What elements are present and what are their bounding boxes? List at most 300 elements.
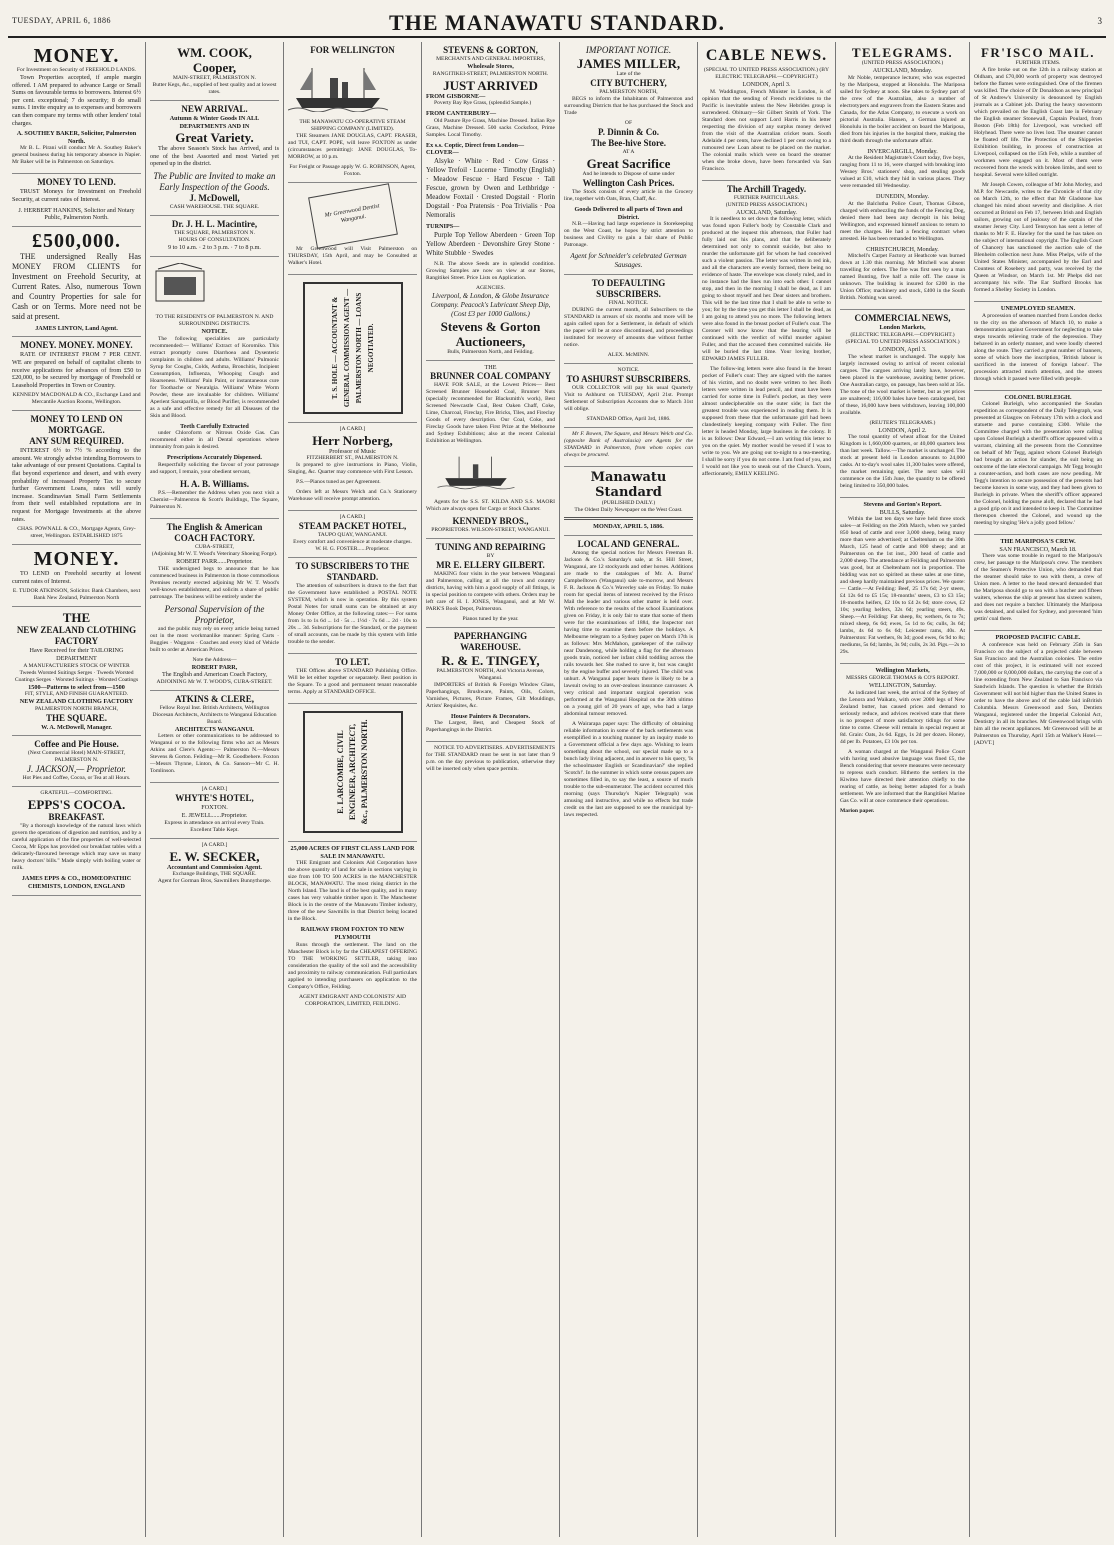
amount-signature: JAMES LINTON, Land Agent. <box>35 324 118 332</box>
defaulting-notice <box>564 275 693 364</box>
coach-personal: Personal Supervision of the Proprietor, <box>164 603 265 625</box>
tingey-advert <box>426 628 555 743</box>
packet-proprietor: W. H. G. FOSTER......Proprietor. <box>315 546 390 553</box>
whyte-proprietor: E. JEWELL......Proprietor. <box>181 811 248 819</box>
whyte-table: Excellent Table Kept. <box>190 826 239 833</box>
brunner-coal-advert <box>426 361 555 539</box>
norberg-ps: P.S.—Pianos tuned as per Agreement. <box>296 479 381 486</box>
stevens-address: RANGITIKEI-STREET, PALMERSTON NORTH. <box>432 70 549 77</box>
column-4 <box>422 42 560 1537</box>
dunedin-date: DUNEDIN, Monday. <box>875 193 930 201</box>
from-gisborne: FROM GISBORNE— <box>426 92 486 100</box>
ashurst-signature: STANDARD Office, April 3rd, 1886. <box>586 416 671 423</box>
cash-body: The Stock consists of every article in the Grocery line, together with Oats, Bran, Chaff, &c. <box>564 189 693 202</box>
clover-list: Alsyke · White · Red · Cow Grass · Yellow Trefoil · Lucerne · Timothy (English) · Meadow Fescue · Hard Fescue · Tall Fescue, grown by Owen and Lethbridge · Meadow Foxtail · Crested Dogstail · Florin Dogstail · Poa Pratensis · Poa Trivialis · Poa Nemoralis <box>426 156 555 219</box>
nz-the: THE <box>62 610 91 626</box>
standard-masthead <box>564 467 693 536</box>
coffee-subtitle: (Next Commercial Hotel) MAIN-STREET, PALMERSTON N. <box>27 750 126 764</box>
arrival-signature: J. McDowell, <box>189 192 240 203</box>
steamship-icon <box>288 60 388 112</box>
agents-body: Mr F. Bowen, The Square, and Messrs Welch and Co. (opposite Bank of Australasia) are Agents for the STANDARD in Palmerston, from whom copies can always be procured. <box>564 431 693 459</box>
london-date-2: LONDON, April 2. <box>878 426 927 434</box>
clothing-factory-advert <box>12 607 141 736</box>
final-body: DURING the current month, all Subscribers to the STANDARD in arrears of six months and more will be again called upon for a Settlement, in default of which the paper will be at once discontinued, and proceedings instituted for recovery of amounts due without further notice. <box>564 307 693 349</box>
pacific-body: A conference was held on February 25th in San Francisco on the subject of a projected cable between San Francisco and the Australian colonies. The entire cost of this project, it is estimated will not exceed 7,000,000 or 8,000,000 dollars, the carrying the cost of a line extending from New Zealand to San Francisco via Sandwich Islands. The question is whether the British Government will not bid higher than the United States in order to have the above and of the cable laid inBritish Columbia. Messrs Greenwood and Son, Dentists Wanganui, registered under the Imperial Colonial Act, Dentistry in all its branches. Mr Greenwood brings with him all the recent appliances. Mr Greenwood will be at Palmerston on Thursday, April 15th at Walker's Hotel.—[ADVT.] <box>974 641 1102 746</box>
to-let-body: THE Offices above STANDARD Publishing Office. Will be let either together or separately. Best position in the Square. To a good and permanent tenant reasonable terms. Apply at STANDARD OFFICE. <box>288 668 417 696</box>
christchurch-body: Mitchell's Carpet Factory at Heathcote was burned down at 1.30 this morning. Mr Mitchell was absent travelling for orders. The fire was first seen by a man named Bunting, five half a mile off. The cause is unknown. The building is insured for £200 in the Union Office; machinery and stock, £400 in the South British. Nothing was saved. <box>840 253 965 302</box>
unemployed-seamen <box>974 302 1102 391</box>
archill-title: The Archill Tragedy. <box>726 183 807 194</box>
whyte-advert <box>150 783 279 838</box>
money2-body: TO LEND on Freehold security at lowest current rates of Interest. <box>12 570 141 585</box>
mmm-title: MONEY. MONEY. MONEY. <box>20 340 133 351</box>
nz-stock: A MANUFACTURER'S STOCK OF WINTER <box>23 662 130 669</box>
miller-of: OF <box>624 120 633 126</box>
coal-body: HAVE FOR SALE, at the Lowest Prices— Best Screened Brunner Household Coal, Brunner Nuts (specially recommended for Blacksmith's work), Best Screened Newcastle Coal, Best Oaken Chaff, Coke, Lime, Charcoal, Fireclay, Fire Bricks, Tiles, and Fireclay Goods of every description. Our Coal, Coke, and Fireclay Goods have taken First Prize at the Melbourne and Sydney Exhibitions; also at the recent Colonial Exhibition at Wellington. <box>426 382 555 445</box>
mmm-advert <box>12 337 141 411</box>
greenwood-body: Mr Greenwood will Visit Palmerston on THURSDAY, 15th April, and may be Consulted at Walker's Hotel. <box>288 245 417 266</box>
coal-the: THE <box>484 363 497 371</box>
paperhanging-title: PAPERHANGING WAREHOUSE. <box>453 630 528 652</box>
pacific-title: PROPOSED PACIFIC CABLE. <box>995 634 1081 642</box>
mortgage-advert <box>12 411 141 545</box>
ex-coptic: Ex s.s. Coptic, Direct from London— <box>426 141 525 149</box>
frisco-body-2: Mr Joseph Cowen, colleague of Mr John Morley, and M.P. for Newcastle, writes to the Chronicle of that city on March 12th, to the effect that Mr Gladstone has changed his mind about severity and discipline. A riot occurred at Bristol on Feb 17, between Irish and English sailors, growing out of jealousy of the captain of the steamer Jersey City. Lord Tennyson has sent a letter of thanks to Mr F. E. Hawley for the sand he has taken on the subject of international copyright. The English Court of Chancery has sanctioned the auction sale of the Blenheim collection next June. Miss Phelps, wife of the United States Minister, accompanied by the Earl and Countess of Rosebery and party, was received by the Queen at Windsor, on March 1st. Mr Phelps did not accompany his wife. The Ear Stafford Brooks has formed a Shelley Society in London. <box>974 182 1102 293</box>
greenwood-advert <box>288 183 417 275</box>
tingey-body: IMPORTERS of British & Foreign Window Glass, Paperhangings, Brushware, Paints, Oils, Colors, Varnishes, Pictures, Picture Frames, Gilt Mouldings, Artists' Requisites, &c. <box>426 681 555 709</box>
coffee-body: Hot Pies and Coffee, Cocoa, or Tea at all Hours. <box>22 775 131 782</box>
epps-advert <box>12 787 141 895</box>
thomas-report: MESSRS GEORGE THOMAS & CO'S REPORT. <box>846 674 959 681</box>
cook-address: MAIN-STREET, PALMERSTON N. <box>172 75 257 81</box>
wellington-markets-title: Wellington Markets, <box>875 667 930 675</box>
local-title: LOCAL AND GENERAL. <box>577 538 680 549</box>
arrival-title: NEW ARRIVAL. <box>181 104 248 114</box>
nz-title: NEW ZEALAND CLOTHING FACTORY <box>16 625 137 647</box>
amount-advert <box>12 227 141 338</box>
doctor-address: THE SQUARE, PALMERSTON N. <box>174 229 255 236</box>
ashurst-body: OUR COLLECTOR will pay his usual Quarterly Visit to Ashhurst on TUESDAY, April 21st. Prompt Settlement of Subscription Accounts due to March 31st will oblige. <box>564 385 693 413</box>
secker-card: [A CARD.] <box>201 841 228 848</box>
archill-subtitle: FURTHER PARTICULARS. <box>733 194 800 201</box>
coach-adjoining: ADJOINING Mr W. T. WOOD'S, CUBA-STREET. <box>156 678 273 685</box>
nz-patterns: 1500—Patterns to select from—1500 <box>28 683 125 691</box>
coach-street: CUBA-STREET, <box>195 543 234 550</box>
tuning-title: TUNING AND REPAIRING <box>435 541 546 552</box>
secker-agent: Agent for Gorman Bros, Sawmillers Bunnythorpe. <box>157 878 272 885</box>
nz-list: Tweeds Worsted Suitings Serges · Tweeds Worsted Coatings Serges · Worsted Suitings · Worsted Coatings <box>14 669 139 683</box>
defaulting-title: TO DEFAULTING SUBSCRIBERS. <box>591 278 666 300</box>
coach-advert <box>150 519 279 691</box>
any-sum-body: INTEREST 6½ to 7½ % according to the amount. We strongly advise intending Borrowers to take advantage of our present Quotations. Capital is flat beyond experience and desert, and with every probability of increased Property Tax to secure further Government Loans, rates will surely increase. Scandinavian Small Farm Settlements from their well established reputations are in request for Mortgage Investments at the above rates. <box>12 447 141 523</box>
column-8 <box>970 42 1106 1537</box>
acres-railway: RAILWAY FROM FOXTON TO NEW PLYMOUTH <box>300 926 405 941</box>
column-7 <box>836 42 970 1537</box>
miller-note: N.B.—Having had large experience in Storekeeping on the West Coast, he hopes by strict attention to business and Civility to gain a fair share of Public Patronage. <box>564 221 693 249</box>
mortgage-title: MONEY TO LEND ON MORTGAGE. <box>30 414 123 436</box>
burleigh-body: Colonel Burleigh, who accompanied the Soudan expedition as correspondent of the Daily Telegraph, was presented at Glasgow on February 17th with a clock and statuette and purse containing £300. While the Committee charged with the presentation were calling upon Colonel Burleigh a sheriff's officer appeared with a warrant, claiming all the presents from the Committee on behalf of Mr Tegg, against whom Colonel Burleigh had brought an action for slander, the suit being an outcome of the late electoral campaign. Mr Tegg brought a counter-action, and both cases are now pending. Mr Tegg's intention to secure possession of the presents had become known in some way, and they had been given to Burleigh in private. When the sheriff's officer appeared the Colonel, holding the purse aloft, declared that he had a good grip on it and intended to keep it. The Committee thereupon cheered the Colonel, and wound up the meeting by singing 'He's a jolly good fellow.' <box>974 401 1102 527</box>
coach-body-2: and the public may rely on every article being turned out in the most workmanlike manner: Spring Carts · Buggies · Waggons · Coaches and every kind of Vehicle built to order at American Prices. <box>150 625 279 653</box>
coal-title: BRUNNER COAL COMPANY <box>430 371 551 382</box>
pharmacy-crest-icon <box>150 263 210 309</box>
commercial-news <box>840 310 965 498</box>
commercial-subtitle: London Markets, <box>879 324 926 332</box>
cook-advert <box>150 42 279 101</box>
acres-advert <box>288 842 417 1011</box>
norberg-orders: Orders left at Messrs Welch and Co.'s Stationery Warehouse will receive prompt attention. <box>288 489 417 503</box>
subscribers-title: TO SUBSCRIBERS TO THE STANDARD. <box>295 561 410 583</box>
shipping-body: THE Steamers JANE DOUGLAS, CAPT. FRASER, and TUI, CAPT. POPE, will leave FOXTON as under (circumstances permitting): JANE DOUGLAS, To-MORROW, at 10 p.m. <box>288 132 417 160</box>
nz-branch: PALMERSTON NORTH BRANCH, <box>34 705 119 712</box>
telegrams-title: TELEGRAMS. <box>851 45 954 60</box>
secker-trade: Accountant and Commission Agent. <box>167 863 262 871</box>
colonel-burleigh <box>974 391 1102 536</box>
advertisers-note: NOTICE TO ADVERTISERS. ADVERTISEMENTS for THE STANDARD must be sent in not later than 9 p.m. on the day previous to publication, otherwise they will be inserted only when space permits. <box>426 745 555 773</box>
commercial-press: (ELECTRIC TELEGRAPH.—COPYRIGHT.) (SPECIAL TO UNITED PRESS ASSOCIATION.) <box>845 331 960 345</box>
coach-note: Note the Address— <box>192 656 237 663</box>
teeth-title: Teeth Carefully Extracted <box>180 422 249 430</box>
epps-body: "By a thorough knowledge of the natural laws which govern the operations of digestion and nutrition, and by a careful application of the fine properties of well-selected Cocoa, Mr Epps has provided our breakfast tables with a delicately-flavoured beverage which may save us many heavy doctors' bills." Made simply with boiling water or milk. <box>12 823 141 872</box>
acres-body: THE Emigrant and Colonists Aid Corporation have the above quantity of land for sale in sections varying in size from 100 TO 500 ACRES in the MANCHESTER BLOCK, MANAWATU. The most rising district in the North Island. The land is of the best quality, and in many cases has very valuable timber upon it. The Manchester Block is in the centre of the Manawatu Timber industry, three of the new Sawmills in that District being located in the Block. <box>288 860 417 923</box>
canterbury-body: Old Pasture Rye Grass, Machine Dressed. Italian Rye Grass, Machine Dressed. 500 sacks Cocksfoot, Prime Samples. Local Timothy. <box>426 117 555 138</box>
wellington-markets <box>840 664 965 818</box>
tingey-address: PALMERSTON NORTH, And Victoria Avenue, Wanganui. <box>436 667 545 681</box>
packet-title: STEAM PACKET HOTEL, <box>298 521 407 532</box>
williams-advert <box>150 257 279 519</box>
coach-signature-2: The English and American Coach Factory, <box>161 671 268 679</box>
doctor-hours-title: HOURS OF CONSULTATION. <box>178 236 251 243</box>
wellington-date: WELLINGTON, Saturday. <box>868 681 936 689</box>
archill-body: It is needless to set down the following letter, which was found upon Fuller's body by Constable Clark and produced at the inquest this afternoon, that Fuller had fully laid out his plans, and that he deliberately determined not only to commit suicide, but also to murder the unfortunate girl for whom he had conceived such a violent passion. The letter was written in red ink, and all the characters are evenly formed, there being no evidence of haste. The envelope was closely ruled, and in no instance had the lines run into each other. I cannot stop, and then in the morning I shall be dead, as I am going to shoot myself and her. Dear sisters and brothers. This will be the last time that I shall be able to write to you; for by the time you get this letter I shall be dead, as I am going to attend you no more. The following letters were also found in the breast pocket of Fuller's coat. The Coroner will now know that the hearing will be continued with the verdict of wilful murder against Fuller, and that the accused then committed suicide. He will be buried the last time. Your loving brother, EDWARD JAMES FULLER. <box>702 216 831 363</box>
money-title: MONEY. <box>33 45 120 67</box>
tuning-advert <box>426 539 555 628</box>
tuning-by: BY <box>486 552 495 559</box>
cable-news <box>702 42 831 181</box>
frisco-title: FR'ISCO MAIL. <box>980 45 1096 60</box>
london-body-1: M. Waddington, French Minister in London, is of opinion that the sending of French recidivistes to the Pacific is inevitable unless the New Hebrides group is surrendered. Obituary—Sir Gilbert Smith of York. The Standard does not support Lord Harris in his letter respecting the division of any surplus money derived from the visit of the Australian cricket team. South Adelaide 4 per cents, have declined 1 per cent owing to a rumoured new Loan about to be placed on the market. The colonial mails which were on board the steamer when she broke down, have been forwarded via San Francisco. <box>702 88 831 172</box>
cable-title: CABLE NEWS. <box>705 47 828 64</box>
burleigh-title: COLONEL BURLEIGH. <box>1004 393 1072 401</box>
clover-title: CLOVER— <box>426 149 459 157</box>
prescriptions-signature: H. A. B. Williams. <box>180 478 249 489</box>
arrival-variety: Great Variety. <box>175 130 254 146</box>
agents-notice <box>564 428 693 467</box>
larcombe-box <box>303 711 403 833</box>
epps-head: GRATEFUL—COMFORTING. <box>40 790 113 797</box>
cook-body: Butter Kegs, &c., supplied of best quality and at lowest rates. <box>152 82 277 95</box>
amount-title: £500,000. <box>32 229 121 252</box>
important-notice: IMPORTANT NOTICE. <box>585 45 672 55</box>
packet-address: TAUPO QUAY, WANGANUI. <box>317 532 388 539</box>
unemployed-body: A procession of seamen marched from London docks to the city on the afternoon of March 10, to make a demonstration against Government for neglecting to take steps towards relieving trade of the depression. They behaved in an orderly manner, and were loudly cheered along the route. They carried a great number of banners, some of which bore the inscription, 'British labour is sacrificed in the interest of foreign labour'. The procession attracted much attention, and the streets through which it passed were filled with people. <box>974 312 1102 382</box>
stevens-gorton-advert <box>426 42 555 361</box>
wairarapa-body: A Wairarapa paper says: The difficulty of obtaining reliable information in some of the back settlements was exemplified in a touching manner by an inquiry made to a Government official a few days ago. Wishing to learn something about the school, our special made up to a bunch lady living adjacent, and in answer to his query, 'Is the schoolmaster English or Scandinavian?' she replied 'Scotch!'. In the summer in which some census papers are sometimes filled in, to say the least, a source of much trouble to the sub-enumerator. The accident occurred this morning (says Thursday's Napier Telegraph) was amusing and instructive, and while no effects but trade credit on the last are supposed to see the municipal by-laws respected. <box>564 720 693 818</box>
standard-subtitle: The Oldest Daily Newspaper on the West Coast. <box>574 507 683 514</box>
hole-box <box>303 282 403 414</box>
cook-trade: Cooper, <box>192 60 237 75</box>
lend-advert <box>12 174 141 226</box>
tuning-note: Pianos tuned by the year. <box>462 615 519 622</box>
arrival-advert <box>150 101 279 216</box>
invercargill-date: INVERCARGILL, Monday. <box>867 147 938 155</box>
marion-note: Marion paper. <box>840 807 875 814</box>
cook-name: WM. COOK, <box>177 45 252 60</box>
collier-ship-icon <box>426 452 526 492</box>
great-sacrifice: Great Sacrifice <box>586 156 671 171</box>
whyte-town: FOXTON. <box>201 804 228 812</box>
whyte-card: [A CARD.] <box>201 786 228 793</box>
shipping-head: FOR WELLINGTON <box>310 45 395 55</box>
atkins-body: Letters or other communications to be addressed to Wanganui or to the following firms who act as Messrs Atkins and Clere's Agents:— Palmerston N.—Messrs Stevens & Gorton. Feilding—Mr R. Goodbehere. Foxton—Messrs Thynne, Linton, & Co. Sanson—Mr C. H. Tomlinson. <box>150 733 279 775</box>
telegrams <box>840 42 965 310</box>
whyte-title: WHYTE'S HOTEL, <box>175 793 254 804</box>
hole-advert <box>288 275 417 423</box>
final-signature: ALEX. McMINN. <box>607 352 650 359</box>
lend-body: TRUST Moneys for Investment on Freehold Security, at current rates of Interest. <box>12 188 141 203</box>
nz-square: THE SQUARE. <box>45 712 107 723</box>
atkins-advert <box>150 691 279 784</box>
agencies-body: Liverpool, & London, & Globe Insurance Company. Peacock's Lubricant Sheep Dip, (Cost £3 per 1000 Gallons.) <box>430 291 551 318</box>
stevens-gorton-report <box>840 498 965 664</box>
schneider-agent: Agent for Schneider's celebrated German Sausages. <box>570 252 687 270</box>
shipping-company: THE MANAWATU CO-OPERATIVE STEAM SHIPPING COMPANY (LIMITED). <box>299 118 406 132</box>
coal-agents: Agents for the S.S. ST. KILDA AND S.S. MAORI Which are always open for Cargo or Stock Charter. <box>426 498 555 512</box>
agencies-title: AGENCIES. <box>475 284 506 291</box>
norberg-address: FITZHERBERT ST., PALMERSTON N. <box>306 455 399 462</box>
larcombe-advert <box>288 704 417 842</box>
residents-title: TO THE RESIDENTS OF PALMERSTON N. AND SURROUNDING DISTRICTS. <box>155 314 274 328</box>
kennedy-subtitle: PROPRIETORS. WILSON-STREET, WANGANUI. <box>431 526 550 533</box>
standard-title: Manawatu Standard <box>590 470 667 501</box>
miller-city: CITY BUTCHERY, <box>590 78 667 88</box>
packet-card: [A CARD.] <box>339 514 366 521</box>
money-body: Town Properties accepted, if ample margin offered. I AM prepared to advance Large or Small Sums on favourable terms to borrowers. Interest 6½ per cent. exceptional; 7 do security; 8 do small sums. I invite enquiry as to expenses and borrowers can then compare my terms with other lenders' total charges. <box>12 74 141 127</box>
to-let-title: TO LET. <box>335 657 370 668</box>
epps-title: EPPS'S COCOA. <box>27 797 126 813</box>
turnips-list: Purple Top Yellow Aberdeen · Green Top Yellow Aberdeen · Devonshire Grey Stone · White Stubble · Swedes <box>426 230 555 257</box>
nz-factory: NEW ZEALAND CLOTHING FACTORY <box>19 698 134 706</box>
greenwood-stamp: Mr Greenwood Dentist Wanganui. <box>308 183 398 248</box>
packet-advert <box>288 511 417 558</box>
column-3 <box>284 42 422 1537</box>
standard-daily: (PUBLISHED DAILY.) <box>601 500 656 507</box>
frisco-body: A fire broke out on the 12th in a railway station at Oldham, and £70,000 worth of property was destroyed before the flames were extinguished. One of the firemen was killed. The choice of Dr Donaldson as new principal of St Andrew's University is denounced by English journals as a Cabinet job. During the heavy snowstorm which prevailed on the English Coast late in February the English steamer Stonewall, Captain Poulard, from Boston (Feb 18th) for Liverpool, was wrecked off Holyhead. There were no lives lost. The steamer cannot be floated off life. The Protection of the Shipperies Exhibition building, in process of construction at Liverpool, collapsed on the 15th Feb, while a number of workmen were engaged on it. Most of them were recovered from the wreck with broken limbs, and sent to hospital. Several were killed outright. <box>974 67 1102 178</box>
from-canterbury: FROM CANTERBURY— <box>426 110 497 118</box>
coffee-title: Coffee and Pie House. <box>34 739 119 750</box>
coach-body: THE undersigned begs to announce that he has commenced business in Palmerston in those commodious Premises recently erected adjoining Mr W. T. Wood's well-known establishment, and solicits a share of public patronage. The business will be entirely under the <box>150 565 279 600</box>
mmm-signature: KENNEDY MACDONALD & CO., Exchange Land and Mercantile Auction Rooms, Wellington. <box>12 392 141 406</box>
tuning-name: MR E. ELLERY GILBERT. <box>436 559 545 570</box>
arrival-invite: The Public are Invited to make an Early Inspection of the Goods. <box>153 170 276 192</box>
residents-notice: NOTICE. <box>201 328 228 336</box>
subscribers-body: The attention of subscribers is drawn to the fact that the Government have established a POSTAL NOTE SYSTEM, which is now in operation. By this system Postal Notes for small sums can be obtained at any Money Order Office, at the following rates:— For sums from 1s to 1s 6d ... 1d · 5s ... 1½d · 7s 6d ... 2d · 10s to 20s ... 3d. Subscriptions for the Standard, or the payment of small accounts, can be made by this system with little trouble to the sender. <box>288 583 417 646</box>
doctor-title: Dr. J. H. L. Macintire, <box>171 218 258 229</box>
coach-proprietor: ROBERT PARR......Proprietor. <box>176 557 253 565</box>
report-date: BULLS, Saturday. <box>879 508 926 516</box>
nz-manager: W. A. McDowell, Manager. <box>41 723 112 731</box>
miller-body: BEGS to inform the Inhabitants of Palmerston and surrounding Districts that he has purchased the Stock and Trade <box>564 96 693 116</box>
goods-delivered: Goods Delivered to all parts of Town and District. <box>574 206 683 221</box>
pacific-cable <box>974 631 1102 754</box>
coffee-proprietor: J. JACKSON,— Proprietor. <box>27 764 126 775</box>
doctor-advert <box>150 216 279 257</box>
commercial-body: The wheat market is unchanged. The supply has largely increased owing to arrival of recent colonial cargoes. The cargoes arriving lately have, however, been placed in the warehouse, awaiting better prices. One Australian cargo, on passage, has been sold at 35s. The tone of the wool market is better, but as yet prices are unaltered; 116,000 bales have been catalogued, but of these, 16,000 have been withdrawn, leaving 100,000 available. <box>840 353 965 416</box>
any-sum-title: ANY SUM REQUIRED. <box>29 436 124 447</box>
archill-date: AUCKLAND, Saturday. <box>736 208 797 216</box>
amount-body: THE undersigned Really Has MONEY FROM CLIENTS for Investment on Freehold Security, at Current Rates. Also, numerous Town and Country Properties for sale for Cash or on Terms. More need not be said at present. <box>12 251 141 321</box>
sacrifice-sub: And he intends to Dispose of same under <box>582 171 675 177</box>
christchurch-date: CHRISTCHURCH, Monday. <box>866 245 939 253</box>
frisco-subtitle: FURTHER ITEMS. <box>1015 60 1061 66</box>
money-signature: A. SOUTHEY BAKER, Solicitor, Palmerston North. <box>16 130 137 145</box>
archill-tragedy <box>702 181 831 486</box>
money-advert <box>12 42 141 174</box>
lend-signature: J. HERBERT HANKINS, Solicitor and Notary Public, Palmerston North. <box>18 206 135 222</box>
report-body: Within the last ten days we have held three stock sales—at Feilding on the 26th March, when we yarded 850 head of cattle and over 3,000 sheep, being many more than were advertised; at Cheltenham on the 30th March, 125 head of cattle and 800 sheep; and at Palmerston on the 1st inst., 200 head of cattle and 2,000 sheep. The attendance at Feilding and Palmerston was good, but at Cheltenham not in proportion. The bidding was not so spirited as these sales at one time, and sheep hardly maintained previous prices. We quote:— Cattle.—At Feilding: Beef, 25 17s 6d; 2-yr steers, £4 12s 6d to £5 15s; 18-months' steers, £3 to £3 15s; 18-months heifers, £2 10s to £4 2s 6d; store cows, £2 10s; yearling heifers, 32s 6d; yearling steers, 40s. Sheep.—At Feilding: Fat sheep, 8s; wethers, 6s to 7s; mixed sheep, 6s 6d; ewes, 5s 1d to 6s; culls, 3s 6d; lambs, 4s 6d to 6s 6d; Leicester rams, 40s. At Palmerston: Fat wethers, 8s 3d; good ewes, 6s 9d to 8s; mediums, 5s 6d; lambs, 3s 9d; culls, 2s 3d. Pigs.—2s to 29s. <box>840 516 965 656</box>
secker-advert <box>150 839 279 890</box>
miller-late: Late of the <box>616 71 641 77</box>
advertisers-notice <box>426 742 555 780</box>
atkins-title: ATKINS & CLERE, <box>174 693 255 704</box>
money2-signature: E. TUDOR ATKINSON, Solicitor. Bank Chambers, next Bank New Zealand, Palmerston North <box>12 588 141 602</box>
secker-title: E. W. SECKER, <box>169 848 260 864</box>
arrival-body: The above Season's Stock has Arrived, and is one of the best Assorted and most Varied yet opened up in the district. <box>150 145 279 168</box>
standard-date: MONDAY, APRIL 5, 1886. <box>593 523 664 531</box>
wellington-body: As indicated last week, the arrival of the Sydney of the Lenora and Waikato, with over 2000 legs of New Zealand butter, has caused prices and demand to seriously reduce, and advices received state that there is no prospect of more satisfactory tidings for some time to come. Cheese will remain in special request at 8d. Grain: Oats, 2s 6d. Eggs, 1s 2d per dozen. Honey, 4d per lb. Potatoes, £3 10s per ton. <box>840 689 965 745</box>
newspaper-title: THE MANAWATU STANDARD. <box>389 10 725 35</box>
mariposa-crew <box>974 535 1102 631</box>
norberg-subtitle: Professor of Music <box>328 447 377 455</box>
column-6 <box>698 42 836 1537</box>
just-arrived-title: JUST ARRIVED <box>443 77 538 93</box>
arrival-subtitle: Autumn & Winter Goods IN ALL DEPARTMENTS AND IN <box>169 115 260 130</box>
wellington-cash-prices: Wellington Cash Prices. <box>582 178 675 188</box>
nz-subtitle: Have Received for their TAILORING DEPARTMENT <box>29 647 124 662</box>
norberg-card: [A CARD.] <box>339 425 366 432</box>
local-body: Among the special notices for Messrs Freeman R. Jackson & Co.'s Saturday's sale, at St. Hill Street, Wanganui, are 12 stockyards and other horses. Additions are made to the catalogues of Mr. A. Burns' Campbelltown (Wanganui) sale to-morrow, and Messrs F. R. Jackson & Co.'s Waverley sale on Friday. To make room for special items of interest received by the Frisco Mail the leader and various other matter is held over. With reference to the results of the school Examinations given on Friday, it is only fair to state that some of them were for the examinations of 1884, the Inspector not having time to examine them before the holidays. A Melbourne telegram to a Sydney paper on March 17th is as follows: Mrs McMahon, gatekeeper of the railway near Dandenong, while holding a flag for the afternoon goods train, noticed her infant child toddling across the rails towards her. She rushed to save it, but was caught by the engine buffer and severely injured. The child was unhurt. A Wanganui paper hears there is likely to be a lawsuit owing to an over-zealous insurance canvasser. A very critical and important surgical operation was performed at the Wanganui Hospital on the 30th ultimo on a young girl of 20 years of age, who had a large abdominal tumour removed. <box>564 549 693 717</box>
money-note: Mr B. L. Pirani will conduct Mr A. Southey Baker's general business during his temporary absence in Napier. Mr Baker will be in Palmerston on Saturdays. <box>12 145 141 166</box>
prescriptions-body: Respectfully soliciting the favour of your patronage and support, I remain, your obedient servant, <box>150 461 279 475</box>
epps-signature: JAMES EPPS & CO., HOMŒOPATHIC CHEMISTS, LONDON, ENGLAND <box>21 875 132 890</box>
prescriptions-title: Prescriptions Accurately Dispensed. <box>167 454 262 462</box>
gisborne-body: Poverty Bay Rye Grass, (splendid Sample.) <box>434 100 532 107</box>
crew-title: THE MARIPOSA'S CREW. <box>1000 538 1076 546</box>
archill-assoc: (UNITED PRESS ASSOCIATION.) <box>725 201 808 208</box>
column-1 <box>8 42 146 1537</box>
kennedy-title: KENNEDY BROS., <box>452 515 529 526</box>
larcombe-text: E. LARCOMBE, CIVIL ENGINEER, ARCHITECT, &c., PALMERSTON NORTH. <box>335 719 369 825</box>
coach-address: (Adjoining Mr W. T. Wood's Veterinary Shoeing Forge). <box>151 550 278 557</box>
doctor-hours: 9 to 10 a.m. · 2 to 3 p.m. · 7 to 8 p.m. <box>168 243 261 251</box>
miller-title: JAMES MILLER, <box>576 56 681 71</box>
to-let-advert <box>288 654 417 704</box>
packet-body: Every comfort and convenience at moderate charges. <box>293 539 412 546</box>
stevens-stores: Wholesale Stores, <box>467 63 514 70</box>
nz-fit: FIT, STYLE, AND FINISH GUARANTEED. <box>24 691 129 698</box>
page-number: 3 <box>1097 16 1102 26</box>
column-2 <box>146 42 284 1537</box>
epps-subtitle: BREAKFAST. <box>48 812 105 823</box>
unemployed-title: UNEMPLOYED SEAMEN. <box>1000 305 1076 312</box>
ashurst-title: TO ASHURST SUBSCRIBERS. <box>566 374 691 385</box>
coffee-advert <box>12 736 141 787</box>
residents-body: The following specialities are particularly recommended:— Williams' Extract of Koromiko. This extract promptly cures Diarrhoea and Dysenteric complaints in children and adults. Williams' Pulmonic Syrup for Coughs, Colds, Asthma, Bronchitis, Incipient Consumption, Influenza, Whooping Cough and Hoarseness. Williams' Pain Paint, or instantaneous cure for Toothache or Neuralgia. Williams' White Worm Powder, these are invaluable for children. Williams' Aperient Sarsaparilla, or Blood Purifier, is recommended as a safe and effective remedy for all Diseases of the Skin and Blood. <box>150 335 279 419</box>
arrival-house: CASH WAREHOUSE. THE SQUARE. <box>169 203 260 210</box>
coach-signature: ROBERT PARR, <box>191 663 238 671</box>
london-date-1: LONDON, April 3. <box>742 81 791 88</box>
stevens-title: STEVENS & GORTON, <box>443 45 538 55</box>
norberg-title: Herr Norberg, <box>312 432 393 448</box>
prescriptions-ps: P.S.—Remember the Address when you next visit a Chemist—Palmerston & Scott's Buildings, The Square, Palmerston N. <box>150 489 279 510</box>
teeth-body: under Chloroform or Nitrous Oxide Gas. Can recommend either in all Dental operations where immunity from pain is desired. <box>150 430 279 451</box>
seeds-note: N.B. The above Seeds are in splendid condition. Growing Samples are now on view at our Stores, Rangitikei Street. Price Lists on Application. <box>426 260 555 281</box>
money2-advert <box>12 545 141 607</box>
crew-date: SAN FRANCISCO, March 18. <box>999 545 1077 553</box>
dunedin-body: At the Balclutha Police Court, Thomas Gibson, charged with embezzling the funds of the Fencing Dog, denied there had been any decrepit in his being Wellington, and expressed himself anxious to return to meet the charges. He had a fencing contract when arrested. He has been remanded to Wellington. <box>840 200 965 242</box>
beehive-store: The Bee-hive Store. <box>590 138 667 148</box>
shipping-freight: For Freight or Passage apply W. G. ROBINSON, Agent, Foxton. <box>289 163 416 177</box>
ashurst-notice <box>564 364 693 428</box>
invercargill-body: At the Resident Magistrate's Court today, five boys, ranging from 11 to 16, were charged with breaking into Wesney Bros.' stationers' shop, and stealing goods valued at £10, which they hid in various places. They were remanded till Wednesday. <box>840 155 965 190</box>
tingey-largest: The Largest, Best, and Cheapest Stock of Paperhangings in the District. <box>426 720 555 734</box>
commercial-title: COMMERCIAL NEWS, <box>854 313 951 324</box>
ashurst-notice-label: NOTICE. <box>617 367 640 374</box>
acres-title: 25,000 ACRES OF FIRST CLASS LAND FOR SALE IN MANAWATU. <box>290 845 415 860</box>
miller-advert <box>564 42 693 275</box>
local-general <box>564 536 693 826</box>
crew-body: There was some trouble in regard to the Mariposa's crew, her passage to the Mariposa's crew. The members of the Seamen's Protective Union, who demanded that the steamer should take to sea with them, a crew of Union men. A letter to the head steward demanded that the Mariposa should go to sea with a butcher and fifteen waiters, whereas the ship at present has sixteen waiters, and does not require a butcher. Ultimately the Mariposa was detained, and sailed for Sydney, and prevented 'him gettin' coal there. <box>974 553 1102 623</box>
auctioneers-title: Stevens & Gorton Auctioneers, <box>440 318 541 349</box>
column-5 <box>560 42 698 1537</box>
report-title: Stevens and Gorton's Report. <box>863 501 942 509</box>
money-subtitle: For Investment on Security of FREEHOLD LANDS. <box>16 67 137 73</box>
frisco-mail <box>974 42 1102 302</box>
atkins-architects: ARCHITECTS WANGANUI. <box>175 725 254 733</box>
norberg-body: Is prepared to give instructions in Piano, Violin, Singing, &c. Quarter may commence with First Lesson. <box>288 462 417 476</box>
shipping-advert <box>288 42 417 183</box>
tingey-title: R. & E. TINGEY, <box>441 652 540 668</box>
acres-signature: AGENT EMIGRANT AND COLONISTS' AID CORPORATION, LIMITED, FEILDING. <box>298 993 407 1007</box>
norberg-advert <box>288 423 417 512</box>
money2-title: MONEY. <box>33 548 120 571</box>
dinnin-name: P. Dinnin & Co. <box>598 127 659 137</box>
wanganui-body: A woman charged at the Wanganui Police Court with having used abusive language was fined £5, the Bench considering that severe measures were necessary to repress such conduct. Hitherto the settlers in the Kiwitea have directed their attention chiefly to the rearing of cattle, as being better adapted for a bush settlement. We are informed that the Rangitikei Marine Gas Co. will at once commence their operations. <box>840 748 965 804</box>
lend-title: MONEY TO LEND. <box>37 177 116 188</box>
masthead <box>8 8 1106 38</box>
auckland-date: AUCKLAND, Monday. <box>872 67 933 74</box>
london-body-2: The total quantity of wheat afloat for the United Kingdom is 1,660,000 quarters, or 40,000 quarters less than last week. Tallow.—The market is unchanged. The stock at present held in London amounts to 24,000 casks. At to-day's wool sales 11,300 bales were offered, the market remaining quiet. The next sales will commence on the 15th June, the quantity to be offered being limited to 350,000 bales. <box>840 434 965 490</box>
tingey-house: House Painters & Decorators. <box>450 712 531 720</box>
atkins-subtitle: Fellow Royal Inst. British Architects, Wellington Diocesan Architects, Architects to Wanganui Education Board. <box>152 704 277 725</box>
reuter-label: (REUTER'S TELEGRAMS.) <box>869 419 936 426</box>
miller-address: PALMERSTON NORTH, <box>599 89 658 95</box>
turnips-title: TURNIPS— <box>426 222 460 230</box>
acres-body-2: Runs through the settlement. The land on the Manchester Block is by far the CHEAPEST OFFERING TO THE WORKING SETTLER, taking into consideration the quality of the soil and the accessibility and proximity to railway communication. Full particulars applied to intending purchasers on application to the Company's Office, Feilding. <box>288 941 417 990</box>
at-a: AT A <box>622 149 635 155</box>
archill-body-2: The follow-ing letters were also found in the breast pocket of Fuller's coat: They are signed with the names of his victim, and no doubt were written to her. Both letters were written in lead pencil, and must have been carried for some time in Fuller's pocket, as they were almost undecipherable on the outer side; in fact the greatest trouble was experienced in reading them. It is supposed from these that the unfortunate girl had been clandestinely keeping company with Fuller. The first letter is headed Monday, large business in the colony. It is as follows: Dear Edward,—I am writing this letter to you on the quiet. My mother would be vexed if I was to write to you. We are going out to-night to a tea-meeting. I shall be sorry if you do not come. I am fond of you, and I would not like you to sneak out of the Church. Yours, affectionately, EMILY KEELING. <box>702 366 831 478</box>
secker-address: Exchange Buildings, THE SQUARE. <box>172 871 257 878</box>
auctioneers-address: Bulls, Palmerston North, and Feilding. <box>447 348 534 355</box>
final-notice: FINAL NOTICE. <box>608 300 649 307</box>
auckland-body: Mr Noble, temperance lecturer, who was expected by the Mariposa, stopped at Honolulu. The Mariposa sailed for Sydney at noon. She takes to Sydney part of the crew of the Australian, also a number of electrotypers and engravers from the Eastern States and Canada, for the Atlas Company, to execute a work on pictorial Australia. Hansen, a German injured at Honolulu in the boiler accident on board the Mariposa, died from his injuries in the hospital there, making the third death through the unfortunate affair. <box>840 74 965 144</box>
subscribers-advert <box>288 558 417 654</box>
commercial-date: LONDON, April 3. <box>878 345 927 353</box>
telegrams-subtitle: (UNITED PRESS ASSOCIATION.) <box>861 60 944 66</box>
coach-title: The English & American COACH FACTORY. <box>166 521 263 543</box>
stevens-subtitle: MERCHANTS AND GENERAL IMPORTERS, <box>436 56 545 62</box>
whyte-body: Express in attendance on arrival every Train. <box>164 819 265 826</box>
cable-subtitle: (SPECIAL TO UNITED PRESS ASSOCIATION.) (BY ELECTRIC TELEGRAPH.—COPYRIGHT.) <box>703 67 830 80</box>
